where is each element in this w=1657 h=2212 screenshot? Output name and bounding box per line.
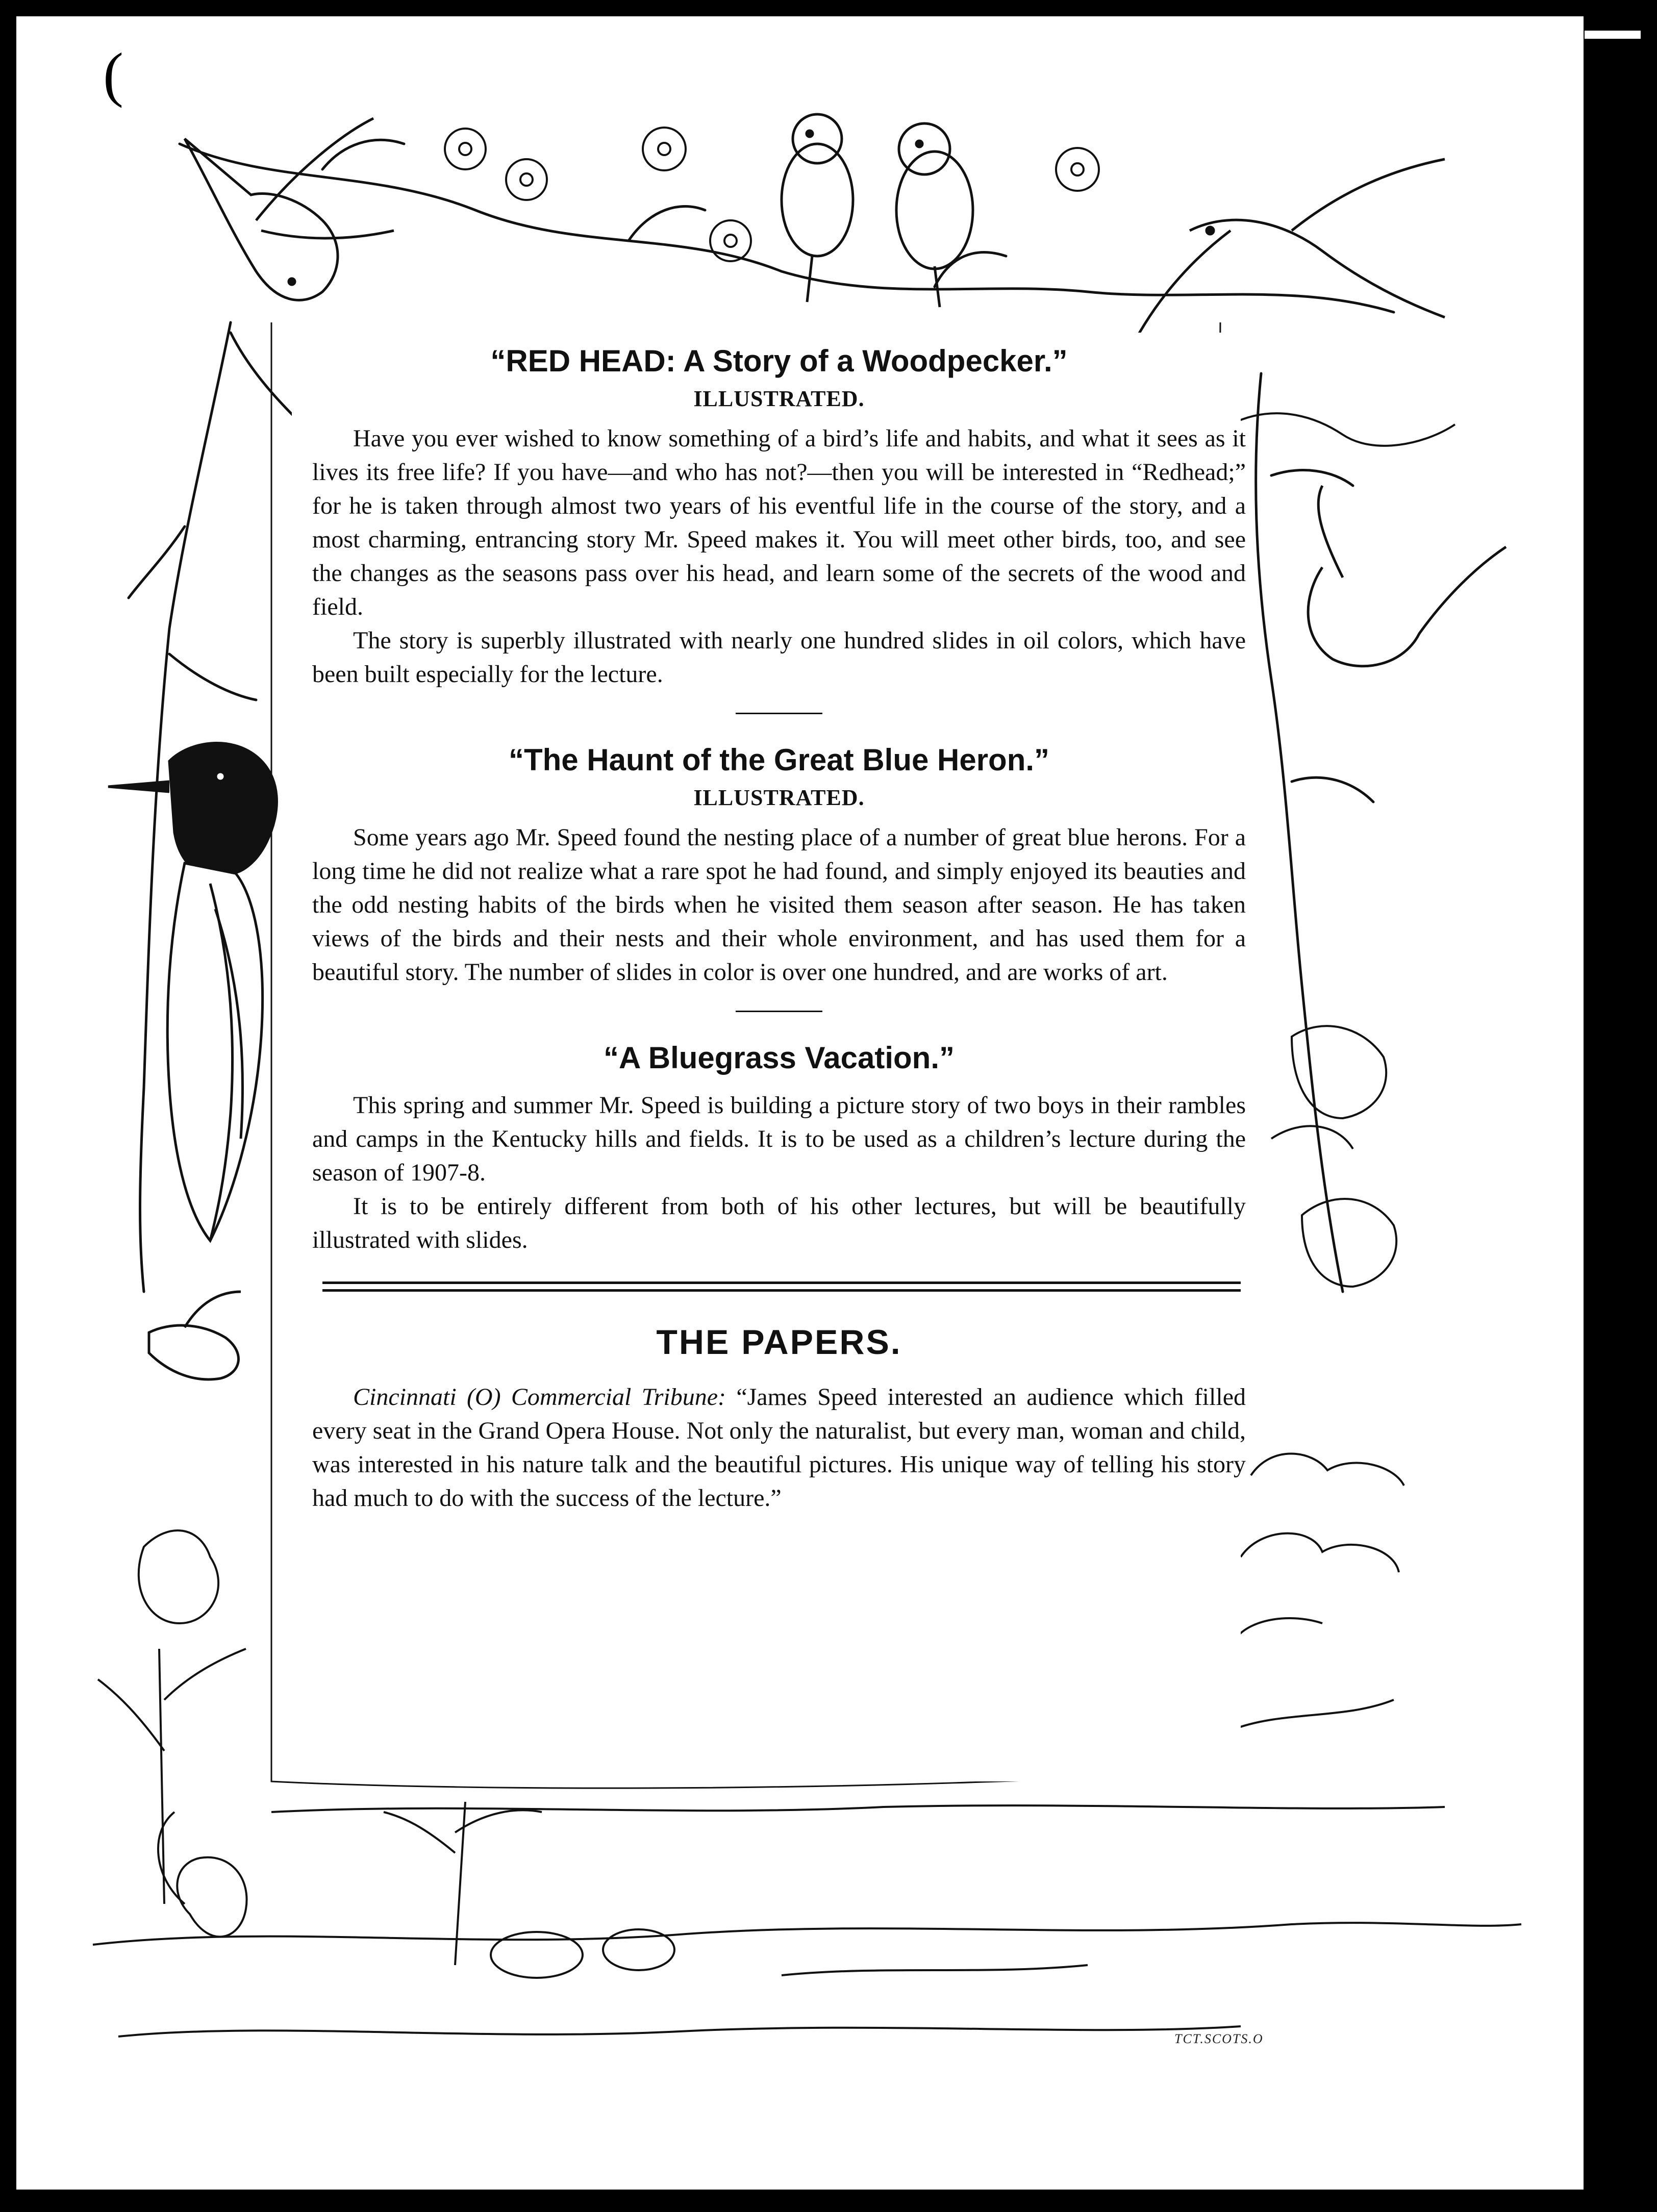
cloud (1251, 1454, 1404, 1486)
document-page (16, 16, 1584, 2190)
papers-heading: THE PAPERS. (656, 1323, 902, 1362)
right-vine (1256, 373, 1343, 1292)
section-great-blue-heron (312, 742, 1246, 989)
corner-tab (1585, 31, 1641, 39)
section-paragraph: Some years ago Mr. Speed found the nesting place of a number of great blue herons. For a long time he did not realize what a rare spot he had found, and simply enjoyed its beauties and the odd nesting habits of the birds when he visited them season after season. He has taken views of the birds and their nests and their whole environment, and has used them for a beautiful story. The number of slides in color is over one hundred, and are works of art. (312, 824, 1246, 986)
section-bluegrass-vacation (312, 1040, 1246, 1257)
quote-source: Cincinnati (O) Commercial Tribune: (353, 1384, 726, 1411)
margin-mark: ( (103, 40, 123, 108)
double-rule-divider (322, 1281, 1241, 1292)
section-subtitle: ILLUSTRATED. (693, 785, 865, 810)
article-body (312, 343, 1246, 1515)
section-paragraph: The story is superbly illustrated with nearly one hundred slides in oil colors, which have been built especially for the lecture. (312, 627, 1246, 688)
section-divider (736, 713, 822, 714)
section-title: “RED HEAD: A Story of a Woodpecker.” (490, 344, 1068, 378)
section-title: “A Bluegrass Vacation.” (603, 1041, 955, 1075)
section-paragraph: It is to be entirely different from both of his other lectures, but will be beautifully illustrated with slides. (312, 1193, 1246, 1253)
section-title: “The Haunt of the Great Blue Heron.” (508, 743, 1050, 777)
swallow-top-left (185, 118, 394, 300)
section-divider (736, 1011, 822, 1012)
flying-swallow-right (1128, 159, 1445, 353)
woodpecker (108, 743, 277, 1241)
right-foliage (1231, 413, 1455, 1287)
section-the-papers (312, 1322, 1246, 1515)
squirrel (177, 1857, 246, 1937)
section-paragraph: This spring and summer Mr. Speed is building a picture story of two boys in their rambles and camps in the Kentucky hills and fields. It is to be used as a children’s lecture during the season of 1907-8. (312, 1092, 1246, 1186)
lower-left-tree (98, 1530, 246, 1904)
section-paragraph: Have you ever wished to know something of a bird’s life and habits, and what it sees as it lives its free life? If you have—and who has not?—then you will be interested in “Redhead;” for he is taken through almost two years of his eventful life in the course of the story, and a most charming, entrancing story Mr. Speed makes it. You will meet other birds, too, and see the changes as the seasons pass over his head, and learn some of the secrets of the wood and field. (312, 425, 1246, 620)
quote-text: “James Speed interested an audience which filled every seat in the Grand Opera House. Not only the naturalist, but every man, woman and child, was interested in his nature talk and the beautiful pictures. His unique way of telling his story had much to do with the success of the lecture.” (312, 1384, 1246, 1512)
section-red-head (312, 343, 1246, 691)
press-quote (312, 1380, 1246, 1515)
blossoms (445, 128, 1099, 261)
section-subtitle: ILLUSTRATED. (693, 386, 865, 411)
engraver-signature: TCT.SCOTS.O (1174, 2031, 1264, 2046)
bird-right-middle (1308, 486, 1506, 666)
small-bird-left (149, 1292, 241, 1379)
perched-sparrows (782, 114, 973, 307)
